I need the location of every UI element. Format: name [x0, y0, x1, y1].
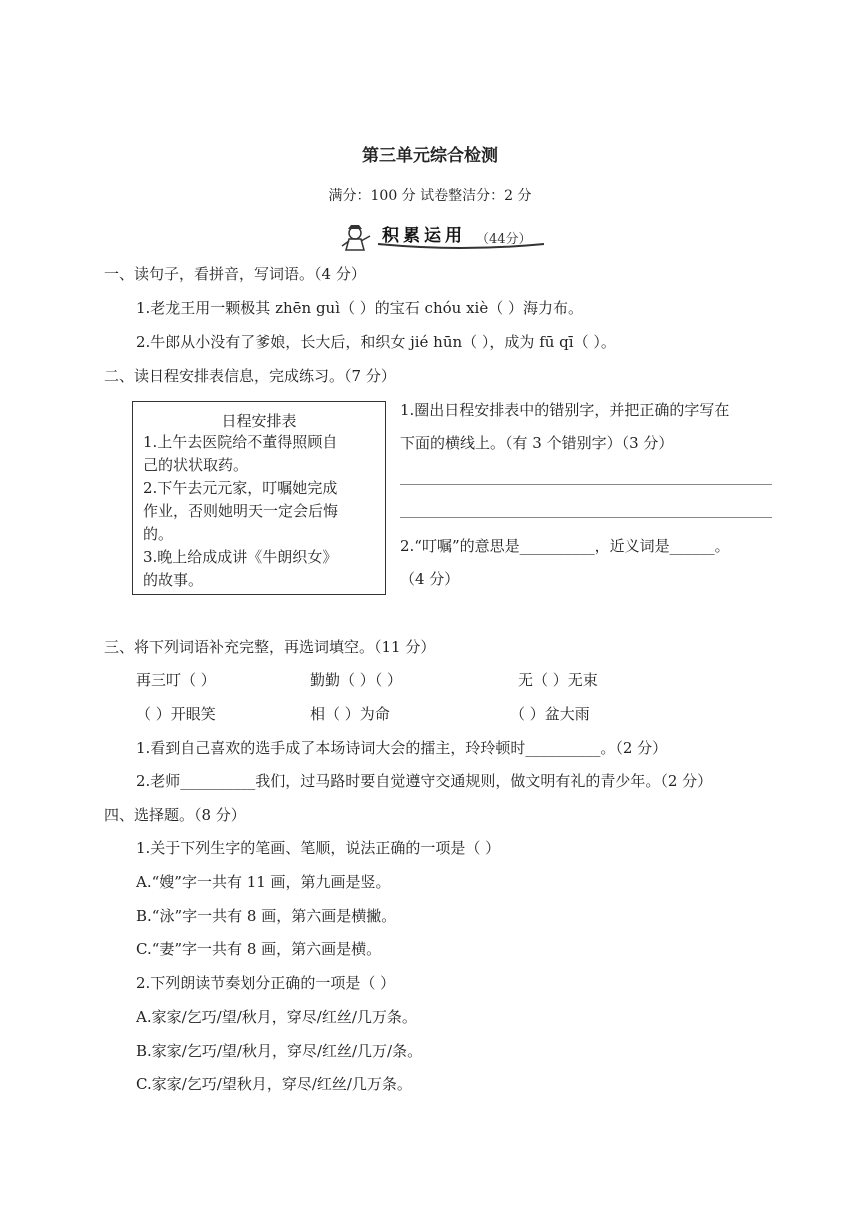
- q2-task1-line-1: 1.圈出日程安排表中的错别字，并把正确的字写在: [400, 401, 730, 419]
- q4-heading: 四、选择题。（8 分）: [104, 806, 246, 824]
- q4-option: A.家家/乞巧/望/秋月，穿尽/红丝/几万条。: [136, 1008, 417, 1026]
- q3-line-1: 1.看到自己喜欢的选手成了本场诗词大会的擂主，玲玲顿时__________。（2 分）: [136, 739, 668, 757]
- q3-line-2: 2.老师__________我们，过马路时要自觉遵守交通规则，做文明有礼的青少年。（2 分）: [136, 772, 713, 790]
- schedule-line: 作业，否则她明天一定会后悔: [143, 502, 339, 520]
- q3-heading: 三、将下列词语补充完整，再选词填空。（11 分）: [104, 638, 436, 656]
- q4-line: 1.关于下列生字的笔画、笔顺，说法正确的一项是（ ）: [136, 839, 501, 857]
- q4-option: C.家家/乞巧/望秋月，穿尽/红丝/几万条。: [136, 1075, 412, 1093]
- page-title: 第三单元综合检测: [362, 146, 498, 166]
- q4-line: 2.下列朗读节奏划分正确的一项是（ ）: [136, 974, 396, 992]
- schedule-line: 己的状状取药。: [143, 456, 249, 474]
- q4-option: B.家家/乞巧/望/秋月，穿尽/红丝/几万/条。: [136, 1042, 423, 1060]
- section-banner-label: 积累运用: [382, 226, 466, 246]
- schedule-line: 1.上午去医院给不董得照顾自: [143, 433, 338, 451]
- page-subtitle: 满分：100 分 试卷整洁分：2 分: [328, 188, 532, 204]
- section-banner-score: （44分）: [476, 232, 532, 247]
- q2-task1-line-2: 下面的横线上。（有 3 个错别字）（3 分）: [400, 434, 674, 452]
- mascot-icon: [340, 224, 374, 252]
- banner-underline-icon: [376, 242, 546, 252]
- q2-task2-line-1: 2.“叮嘱”的意思是__________，近义词是______。: [400, 537, 730, 555]
- q3-word: （ ）开眼笑: [136, 705, 216, 723]
- schedule-title: 日程安排表: [221, 412, 297, 430]
- q3-word: 相（ ）为命: [310, 705, 390, 723]
- q1-line-2: 2.牛郎从小没有了爹娘，长大后，和织女 jié hūn（ ），成为 fū qī（ ）。: [136, 333, 616, 351]
- q1-line-1: 1.老龙王用一颗极其 zhēn guì（ ）的宝石 chóu xiè（ ）海力布。: [136, 299, 583, 317]
- q4-option: C.“妻”字一共有 8 画，第六画是横。: [136, 940, 382, 958]
- answer-line[interactable]: [400, 517, 772, 518]
- q3-word: （ ）盆大雨: [510, 705, 590, 723]
- q3-word: 勤勤（ ）（ ）: [310, 671, 403, 689]
- q4-option: B.“泳”字一共有 8 画，第六画是横撇。: [136, 907, 397, 925]
- q4-option: A.“嫂”字一共有 11 画，第九画是竖。: [136, 873, 391, 891]
- answer-line[interactable]: [400, 484, 772, 485]
- schedule-line: 2.下午去元元家，叮嘱她完成: [143, 479, 338, 497]
- section-banner: [336, 224, 546, 252]
- q2-heading: 二、读日程安排表信息，完成练习。（7 分）: [104, 367, 396, 385]
- schedule-line: 3.晚上给成成讲《牛朗织女》: [143, 548, 338, 566]
- q3-word: 无（ ）无束: [518, 671, 598, 689]
- schedule-line: 的故事。: [143, 571, 204, 589]
- q3-word: 再三叮（ ）: [136, 671, 216, 689]
- q2-task2-line-2: （4 分）: [400, 570, 460, 588]
- schedule-line: 的。: [143, 525, 174, 543]
- schedule-box: [132, 401, 386, 595]
- q1-heading: 一、读句子，看拼音，写词语。（4 分）: [104, 265, 366, 283]
